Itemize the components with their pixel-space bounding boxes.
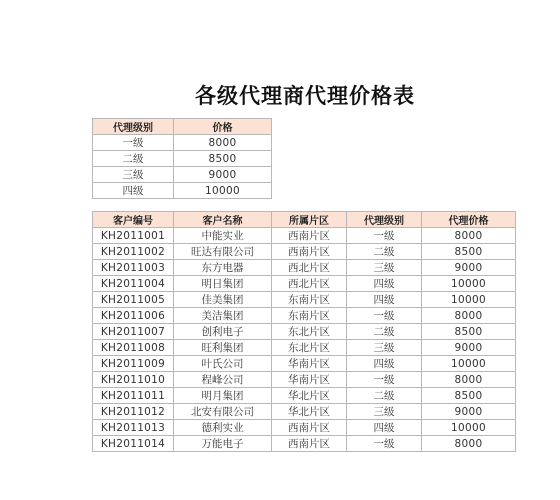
column-header-level: 代理级别	[93, 119, 174, 135]
agent-level-cell: 四级	[347, 420, 422, 436]
customer-name-cell: 东方电器	[174, 260, 272, 276]
customer-name-cell: 佳美集团	[174, 292, 272, 308]
column-header-agent-price: 代理价格	[422, 212, 516, 228]
table-row	[93, 135, 272, 151]
table-row	[93, 244, 516, 260]
price-level-table	[92, 118, 272, 199]
agent-level-cell: 四级	[347, 356, 422, 372]
table-row	[93, 260, 516, 276]
table-header-row	[93, 212, 516, 228]
table-row	[93, 167, 272, 183]
agent-price-cell: 10000	[422, 420, 516, 436]
agent-price-cell: 8500	[422, 388, 516, 404]
region-cell: 西南片区	[272, 244, 347, 260]
agent-level-cell: 一级	[347, 436, 422, 452]
agent-level-cell: 一级	[347, 228, 422, 244]
table-row	[93, 228, 516, 244]
customer-id-cell: KH2011010	[93, 372, 174, 388]
customer-id-cell: KH2011005	[93, 292, 174, 308]
region-cell: 东北片区	[272, 340, 347, 356]
customer-name-cell: 中能实业	[174, 228, 272, 244]
level-cell: 一级	[93, 135, 174, 151]
region-cell: 华南片区	[272, 372, 347, 388]
price-cell: 10000	[174, 183, 272, 199]
agent-level-cell: 三级	[347, 260, 422, 276]
customer-id-cell: KH2011013	[93, 420, 174, 436]
region-cell: 西南片区	[272, 228, 347, 244]
customer-name-cell: 美洁集团	[174, 308, 272, 324]
table-row	[93, 276, 516, 292]
table-row	[93, 372, 516, 388]
table-row	[93, 151, 272, 167]
table-row	[93, 324, 516, 340]
agent-level-cell: 四级	[347, 276, 422, 292]
agent-level-cell: 二级	[347, 324, 422, 340]
customer-id-cell: KH2011003	[93, 260, 174, 276]
customer-id-cell: KH2011006	[93, 308, 174, 324]
region-cell: 西北片区	[272, 260, 347, 276]
customer-name-cell: 创利电子	[174, 324, 272, 340]
agent-price-cell: 9000	[422, 340, 516, 356]
agent-price-cell: 9000	[422, 404, 516, 420]
agent-level-cell: 三级	[347, 340, 422, 356]
customer-id-cell: KH2011002	[93, 244, 174, 260]
customer-name-cell: 德利实业	[174, 420, 272, 436]
customer-name-cell: 万能电子	[174, 436, 272, 452]
region-cell: 东北片区	[272, 324, 347, 340]
customer-name-cell: 明日集团	[174, 276, 272, 292]
region-cell: 东南片区	[272, 308, 347, 324]
customer-id-cell: KH2011001	[93, 228, 174, 244]
column-header-price: 价格	[174, 119, 272, 135]
agent-price-cell: 8000	[422, 228, 516, 244]
level-cell: 二级	[93, 151, 174, 167]
agent-level-cell: 四级	[347, 292, 422, 308]
agent-level-cell: 一级	[347, 372, 422, 388]
agent-level-cell: 一级	[347, 308, 422, 324]
agent-level-cell: 三级	[347, 404, 422, 420]
customer-id-cell: KH2011008	[93, 340, 174, 356]
agent-level-cell: 二级	[347, 388, 422, 404]
region-cell: 华南片区	[272, 356, 347, 372]
customer-name-cell: 明月集团	[174, 388, 272, 404]
price-cell: 9000	[174, 167, 272, 183]
table-row	[93, 388, 516, 404]
customer-id-cell: KH2011004	[93, 276, 174, 292]
agent-price-cell: 10000	[422, 356, 516, 372]
agent-price-cell: 8500	[422, 324, 516, 340]
column-header-customer-id: 客户编号	[93, 212, 174, 228]
column-header-agent-level: 代理级别	[347, 212, 422, 228]
table-row	[93, 308, 516, 324]
customer-name-cell: 北安有限公司	[174, 404, 272, 420]
agent-price-cell: 8000	[422, 308, 516, 324]
price-cell: 8000	[174, 135, 272, 151]
level-cell: 三级	[93, 167, 174, 183]
customer-id-cell: KH2011007	[93, 324, 174, 340]
table-row	[93, 404, 516, 420]
region-cell: 西北片区	[272, 276, 347, 292]
customer-name-cell: 旺利集团	[174, 340, 272, 356]
customer-name-cell: 程峰公司	[174, 372, 272, 388]
page-title: 各级代理商代理价格表	[195, 84, 415, 108]
table-row	[93, 183, 272, 199]
customer-id-cell: KH2011011	[93, 388, 174, 404]
region-cell: 东南片区	[272, 292, 347, 308]
level-cell: 四级	[93, 183, 174, 199]
agent-level-cell: 二级	[347, 244, 422, 260]
agent-price-cell: 9000	[422, 260, 516, 276]
region-cell: 华北片区	[272, 388, 347, 404]
customer-id-cell: KH2011009	[93, 356, 174, 372]
table-row	[93, 356, 516, 372]
table-row	[93, 420, 516, 436]
column-header-customer-name: 客户名称	[174, 212, 272, 228]
table-header-row	[93, 119, 272, 135]
column-header-region: 所属片区	[272, 212, 347, 228]
region-cell: 西南片区	[272, 436, 347, 452]
region-cell: 华北片区	[272, 404, 347, 420]
agent-price-cell: 10000	[422, 292, 516, 308]
table-row	[93, 340, 516, 356]
table-row	[93, 436, 516, 452]
customer-id-cell: KH2011012	[93, 404, 174, 420]
region-cell: 西南片区	[272, 420, 347, 436]
agent-price-cell: 8000	[422, 372, 516, 388]
agent-price-cell: 8500	[422, 244, 516, 260]
price-cell: 8500	[174, 151, 272, 167]
table-row	[93, 292, 516, 308]
customer-id-cell: KH2011014	[93, 436, 174, 452]
agent-price-cell: 10000	[422, 276, 516, 292]
customer-price-table	[92, 211, 516, 452]
customer-name-cell: 叶氏公司	[174, 356, 272, 372]
customer-name-cell: 旺达有限公司	[174, 244, 272, 260]
agent-price-cell: 8000	[422, 436, 516, 452]
